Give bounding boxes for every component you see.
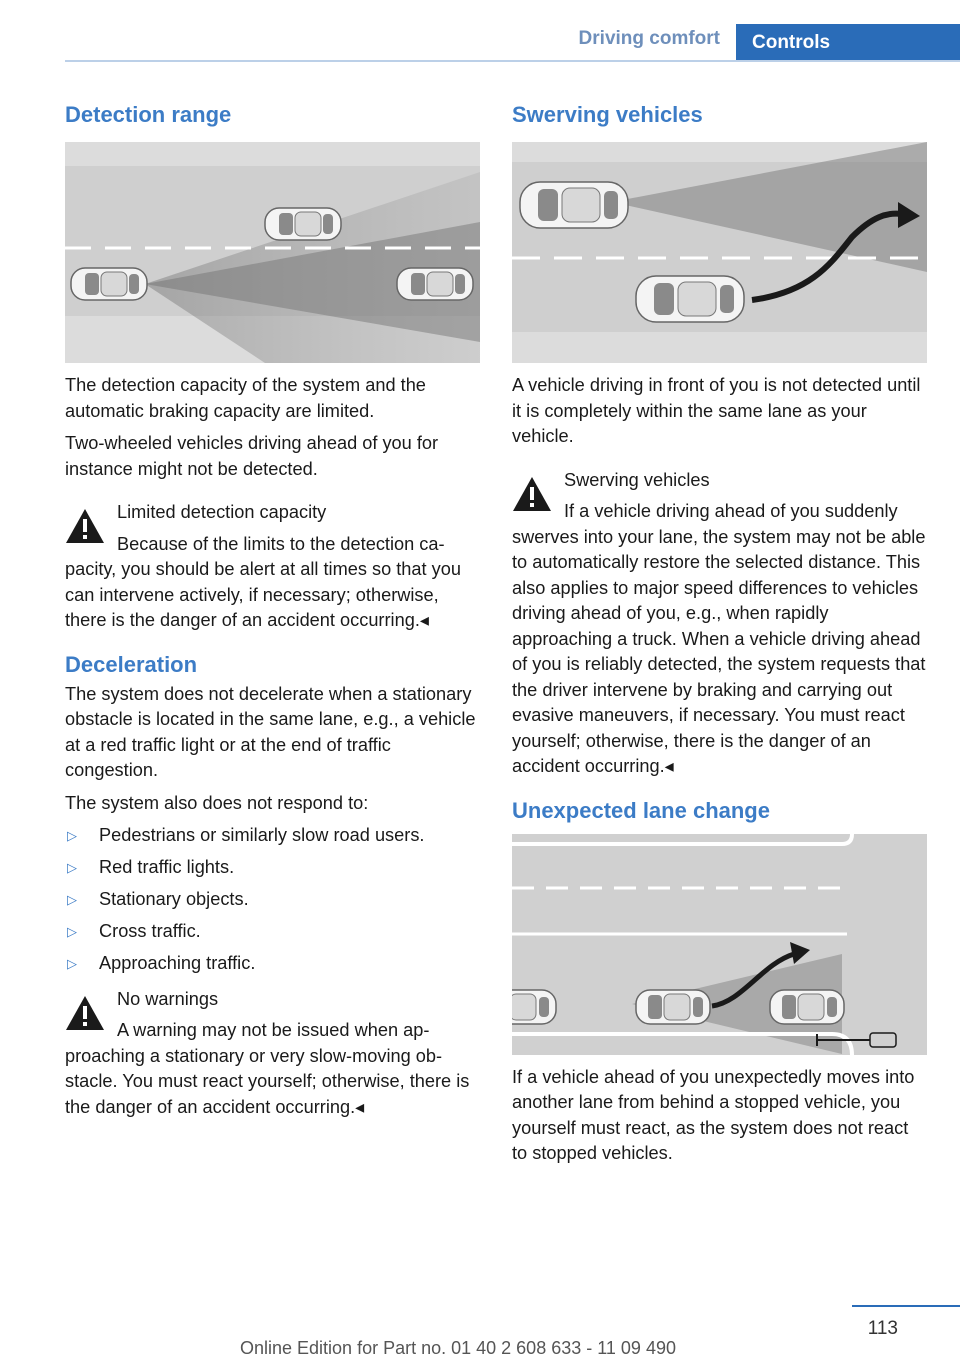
bullet-triangle-icon: ▷	[67, 828, 77, 843]
warning-limited-detection	[65, 500, 481, 634]
bullet-triangle-icon: ▷	[67, 860, 77, 875]
detection-paragraph-1: The detection capacity of the system and the automatic braking capacity are limited.	[65, 375, 426, 421]
swerving-vehicles-illustration	[512, 142, 927, 363]
detection-paragraph-2: Two-wheeled vehicles driving ahead of you for instance might not be detected.	[65, 433, 439, 479]
left-column	[65, 100, 481, 1132]
warning-body: If a vehicle driving ahead of you suddenly swerves into your lane, the system may not be able to automatically restore the selected distance. This also applies to major speed differences to vehicles driving ahead of you, e.g., when rapidly approaching a truck. When a vehicle driving ahead of you is reliably detected, the system requests that the driver intervene by braking and carrying out evasive maneuvers, if necessary. You must react yourself; otherwise, there is the danger of an accident occurring.◂	[512, 501, 926, 776]
figure-swerving-vehicles	[512, 142, 927, 363]
footer-divider	[852, 1305, 960, 1307]
bullet-triangle-icon: ▷	[67, 892, 77, 907]
heading-deceleration: Deceleration	[65, 651, 198, 677]
swerving-paragraph: A vehicle driving in front of you is not detected until it is completely within the same lane as your vehicle.	[512, 375, 921, 446]
warning-body: A warning may not be issued when approaching a stationary or very slow-moving obstacle. You must react yourself; otherwise, there is the danger of an accident occurring.◂	[65, 1020, 470, 1117]
bullet-triangle-icon: ▷	[67, 924, 77, 939]
header-section-label: Driving comfort	[578, 28, 720, 49]
warning-no-warnings	[65, 987, 481, 1121]
deceleration-paragraph-1: The system does not decelerate when a stationary obstacle is located in the same lane, e.g., a vehicle at a red traffic light or at the end of traffic congestion.	[65, 683, 476, 780]
heading-unexpected-lane-change: Unexpected lane change	[512, 797, 770, 823]
header-divider	[65, 60, 960, 62]
heading-swerving-vehicles: Swerving vehicles	[512, 102, 703, 127]
figure-detection-range	[65, 142, 480, 363]
warning-title: Limited detection capacity	[117, 502, 327, 522]
list-item: ▷ Cross traffic.	[65, 919, 481, 945]
warning-triangle-icon	[512, 476, 552, 512]
warning-triangle-icon	[65, 508, 105, 544]
right-column	[512, 100, 928, 1174]
deceleration-paragraph-2: The system also does not respond to:	[65, 792, 369, 813]
warning-swerving-vehicles	[512, 468, 928, 780]
figure-unexpected-lane-change	[512, 834, 927, 1055]
header-tab-controls: Controls	[736, 24, 960, 62]
page-number: 113	[867, 1318, 898, 1339]
warning-title: Swerving vehicles	[564, 469, 710, 490]
detection-range-illustration	[65, 142, 480, 363]
warning-body: Because of the limits to the detection capacity, you should be alert at all times so that you can intervene actively, if necessary; otherwise, there is the danger of an accident occurring.◂	[65, 533, 461, 630]
warning-triangle-icon	[65, 995, 105, 1031]
no-response-list	[65, 823, 481, 977]
lane-change-illustration	[512, 834, 927, 1055]
bullet-triangle-icon: ▷	[67, 956, 77, 971]
lane-change-paragraph: If a vehicle ahead of you unexpectedly moves into another lane from behind a stopped vehicle, you yourself must react, as the system does not react to stopped vehicles.	[512, 1066, 915, 1163]
list-item: ▷ Red traffic lights.	[65, 855, 481, 881]
list-item: ▷ Approaching traffic.	[65, 951, 481, 977]
footer-edition-text: Online Edition for Part no. 01 40 2 608 633 - 11 09 490	[240, 1338, 676, 1358]
warning-title: No warnings	[117, 988, 219, 1009]
heading-detection-range: Detection range	[65, 102, 232, 127]
list-item: ▷ Stationary objects.	[65, 887, 481, 913]
list-item: ▷ Pedestrians or similarly slow road users.	[65, 823, 481, 849]
